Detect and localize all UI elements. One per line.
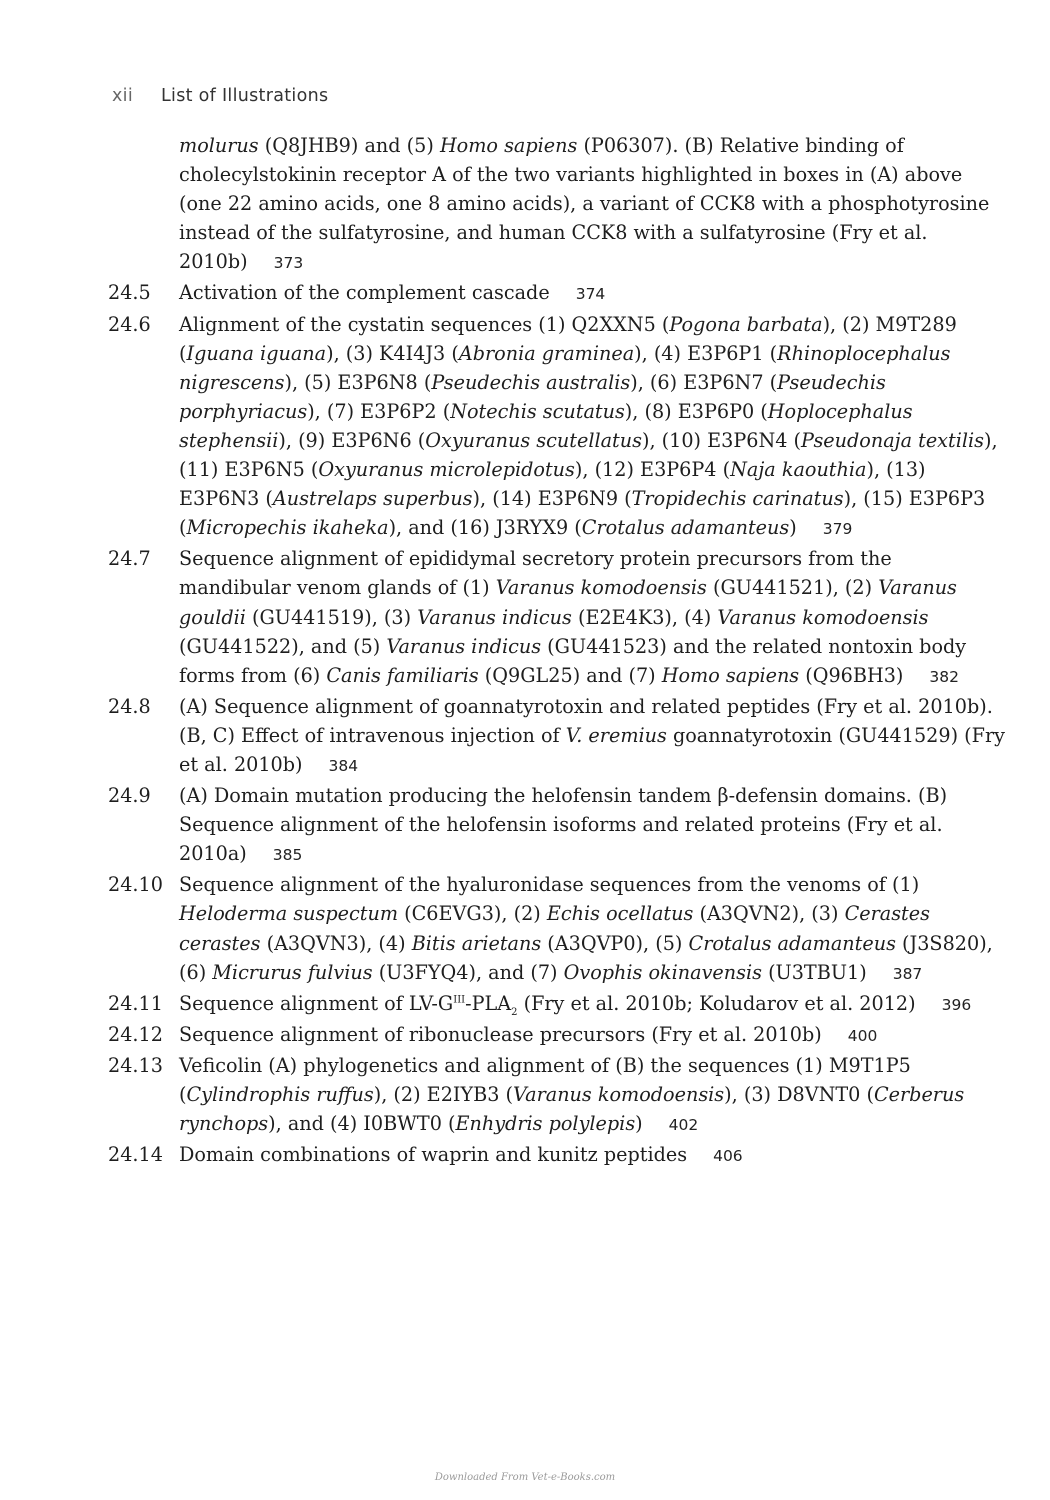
species-name: Varanus komodoensis	[717, 605, 929, 629]
list-item	[108, 989, 1008, 1020]
list-item	[108, 870, 1008, 988]
figure-number: 24.5	[108, 281, 151, 305]
entry-caption	[179, 1020, 1008, 1051]
caption-text: Activation of the complement cascade	[179, 281, 550, 305]
caption-text: (E2E4K3), (4)	[571, 605, 718, 629]
species-name: Austrelaps superbus	[272, 487, 473, 511]
caption-text: ), (8) E3P6P0 (	[624, 399, 768, 423]
continuation-entry	[108, 131, 1008, 278]
caption-text: Sequence alignment of epididymal secretory protein precursors from the mandibular venom glands of (1)	[179, 547, 892, 600]
caption-text: (A3QVN3), (4)	[260, 931, 412, 955]
figure-number: 24.12	[108, 1022, 163, 1046]
caption-text: goannatyrotoxin (GU441529) (Fry et al. 2010b)	[179, 723, 1005, 776]
caption-text: ), (7) E3P6P2 (	[307, 399, 451, 423]
species-name: Pseudonaja textilis	[801, 428, 984, 452]
entry-caption	[179, 544, 1008, 691]
page-number: xii	[112, 86, 133, 106]
download-watermark: Downloaded From Vet-e-Books.com	[434, 1472, 616, 1483]
list-item	[108, 310, 1008, 545]
caption-text: ), (2) E2IYB3 (	[373, 1083, 514, 1106]
entry-page-number: 402	[668, 1116, 699, 1135]
caption-text: Sequence alignment of ribonuclease precursors (Fry et al. 2010b)	[179, 1022, 822, 1046]
caption-text: 2	[511, 1006, 518, 1018]
species-name: V. eremius	[565, 723, 667, 747]
entry-page-number: 387	[892, 964, 923, 983]
list-item	[108, 1140, 1008, 1171]
species-name: Echis ocellatus	[546, 902, 694, 926]
caption-text: (U3FYQ4), and (7)	[372, 960, 564, 984]
caption-text: Domain combinations of waprin and kunitz peptides	[179, 1143, 688, 1167]
species-name: Micrurus fulvius	[212, 960, 373, 984]
caption-text: (P06307). (B) Relative binding of cholecylstokinin receptor A of the two variants highlighted in boxes in (A) above (one 22 amino acids, one 8 amino acids), a variant of CCK8 with a phosphotyrosine instead of the sulfatyrosine, and human CCK8 with a sulfatyrosine (Fry et al. 2010b)	[179, 134, 990, 274]
illustrations-list	[108, 131, 1008, 1171]
caption-text: (Fry et al. 2010b; Koludarov et al. 2012)	[517, 991, 916, 1015]
caption-text: (A3QVN2), (3)	[693, 902, 845, 926]
caption-text: )	[789, 516, 797, 540]
entries-container	[108, 278, 1008, 1171]
species-name: Heloderma suspectum	[179, 902, 399, 926]
caption-text: ), (6) E3P6N7 (	[630, 370, 778, 394]
list-item	[108, 1051, 1008, 1140]
entry-caption	[179, 1051, 1008, 1140]
caption-text: ), (2) M9T289 (	[179, 312, 957, 365]
running-title: List of Illustrations	[160, 86, 329, 106]
caption-text: (A) Domain mutation producing the helofensin tandem β-defensin domains. (B) Sequence alignment of the helofensin isoforms and related proteins (Fry et al. 2010a)	[179, 784, 948, 866]
entry-caption	[179, 692, 1008, 781]
caption-text: (Q9GL25) and (7)	[478, 663, 662, 687]
caption-text: ), and (16) J3RYX9 (	[388, 516, 582, 540]
list-item	[108, 544, 1008, 691]
caption-text: (A) Sequence alignment of goannatyrotoxin and related peptides (Fry et al. 2010b). (B, C) Effect of intravenous injection of	[179, 694, 993, 747]
species-name: Ovophis okinavensis	[563, 960, 762, 984]
species-name: Cerastes cerastes	[179, 902, 930, 955]
species-name: Varanus komodoensis	[495, 576, 707, 600]
species-name: Varanus komodoensis	[513, 1083, 725, 1106]
species-name: Varanus indicus	[386, 634, 542, 658]
entry-page-number: 396	[941, 995, 972, 1014]
caption-text: Sequence alignment of LV-G	[179, 991, 454, 1015]
caption-text: ), (3) K4I4J3 (	[326, 341, 459, 365]
species-name: Notechis scutatus	[450, 399, 625, 423]
caption-text: Sequence alignment of the hyaluronidase sequences from the venoms of (1)	[179, 873, 920, 897]
caption-text: ), (5) E3P6N8 (	[284, 370, 432, 394]
caption-text: Alignment of the cystatin sequences (1) Q2XXN5 (	[179, 312, 670, 336]
caption-text: (GU441519), (3)	[245, 605, 418, 629]
caption-text: ), (9) E3P6N6 (	[278, 428, 426, 452]
species-name: Micropechis ikaheka	[186, 516, 389, 540]
caption-text: Veficolin (A) phylogenetics and alignment of (B) the sequences (1) M9T1P5 (	[179, 1053, 911, 1106]
species-name: Tropidechis carinatus	[631, 487, 844, 511]
figure-number: 24.9	[108, 784, 151, 808]
entry-caption	[179, 310, 1008, 545]
entry-page-number: 385	[272, 846, 303, 865]
caption-text: (U3TBU1)	[761, 960, 867, 984]
figure-number: 24.8	[108, 694, 151, 718]
species-name: Bitis arietans	[411, 931, 542, 955]
entry-caption	[179, 870, 1008, 988]
figure-number: 24.7	[108, 547, 151, 571]
species-name: Rhinoplocephalus nigrescens	[179, 341, 951, 394]
species-name: Cerberus rynchops	[179, 1083, 965, 1136]
species-name: Homo sapiens	[661, 663, 800, 687]
species-name: Iguana iguana	[186, 341, 327, 365]
entry-page-number: 379	[822, 520, 853, 539]
caption-text: ), and (4) I0BWT0 (	[268, 1112, 456, 1136]
species-name: Pseudechis porphyriacus	[179, 370, 886, 423]
list-item	[108, 1020, 1008, 1051]
figure-number: 24.10	[108, 873, 163, 897]
caption-text: (GU441521), (2)	[706, 576, 879, 600]
entry-caption	[179, 1140, 1008, 1171]
caption-text: III	[453, 994, 466, 1006]
caption-text: ), (15) E3P6P3 (	[179, 487, 986, 540]
caption-text: ), (13) E3P6N3 (	[179, 458, 926, 511]
species-name: Varanus indicus	[417, 605, 572, 629]
entry-caption	[179, 781, 1008, 870]
caption-text: (J3S820), (6)	[179, 931, 993, 984]
caption-text: (GU441522), and (5)	[179, 634, 387, 658]
running-header	[112, 86, 328, 106]
entry-page-number: 400	[847, 1026, 878, 1045]
species-name: Abronia graminea	[458, 341, 635, 365]
caption-text: ), (3) D8VNT0 (	[724, 1083, 874, 1106]
species-name: Hoplocephalus stephensii	[179, 399, 913, 452]
species-name: Pseudechis australis	[431, 370, 631, 394]
species-name: Cylindrophis ruffus	[186, 1083, 374, 1106]
caption-text: ), (11) E3P6N5 (	[179, 428, 998, 482]
species-name: Oxyuranus microlepidotus	[318, 458, 575, 482]
list-item	[108, 781, 1008, 870]
list-item	[108, 278, 1008, 309]
species-name: molurus	[179, 134, 259, 157]
figure-number: 24.14	[108, 1143, 163, 1167]
species-name: Varanus gouldii	[179, 576, 957, 629]
species-name: Crotalus adamanteus	[581, 516, 790, 540]
entry-page-number: 384	[328, 756, 359, 775]
list-item	[108, 692, 1008, 781]
caption-text: (A3QVP0), (5)	[541, 931, 689, 955]
caption-text: )	[635, 1112, 643, 1136]
entry-caption	[179, 134, 989, 273]
figure-number: 24.6	[108, 312, 151, 336]
caption-text: -PLA	[465, 991, 512, 1015]
caption-text: ), (14) E3P6N9 (	[472, 487, 632, 511]
entry-page-number: 406	[713, 1147, 743, 1166]
species-name: Naja kaouthia	[730, 458, 867, 482]
entry-page-number: 382	[929, 667, 960, 686]
species-name: Crotalus adamanteus	[688, 931, 896, 955]
entry-caption	[179, 989, 1008, 1020]
figure-number: 24.13	[108, 1053, 163, 1077]
figure-number: 24.11	[108, 991, 163, 1015]
species-name: Oxyuranus scutellatus	[425, 428, 642, 452]
caption-text: ), (4) E3P6P1 (	[634, 341, 778, 365]
caption-text: ), (12) E3P6P4 (	[574, 458, 731, 482]
entry-page-number: 374	[575, 285, 606, 304]
species-name: Homo sapiens	[439, 134, 578, 157]
entry-caption	[179, 278, 1008, 309]
species-name: Enhydris polylepis	[455, 1112, 636, 1136]
caption-text: (Q8JHB9) and (5)	[258, 134, 440, 157]
caption-text: (GU441523) and the related nontoxin body forms from (6)	[179, 634, 967, 687]
entry-page-number: 373	[273, 254, 304, 273]
species-name: Canis familiaris	[326, 663, 479, 687]
caption-text: (C6EVG3), (2)	[398, 902, 547, 926]
species-name: Pogona barbata	[669, 312, 823, 336]
caption-text: (Q96BH3)	[799, 663, 904, 687]
caption-text: ), (10) E3P6N4 (	[641, 428, 802, 452]
